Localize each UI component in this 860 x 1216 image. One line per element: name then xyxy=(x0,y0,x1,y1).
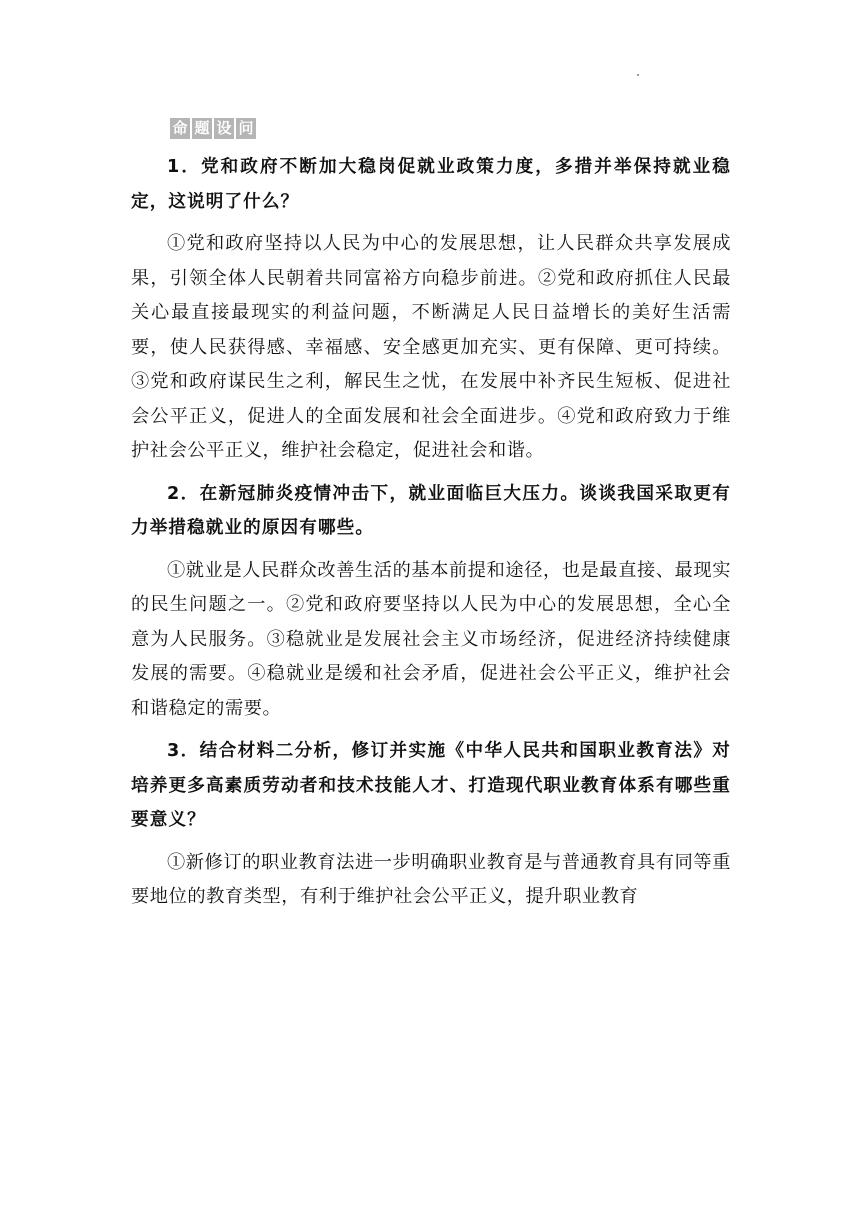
question-2: 2．在新冠肺炎疫情冲击下，就业面临巨大压力。谈谈我国采取更有力举措稳就业的原因有哪些。 xyxy=(131,483,731,538)
section-tag-char: 设 xyxy=(214,118,234,139)
section-tag xyxy=(170,118,256,140)
question-list xyxy=(131,150,731,923)
question-1: 1．党和政府不断加大稳岗促就业政策力度，多措并举保持就业稳定，这说明了什么？ xyxy=(131,157,731,212)
answer-3: ①新修订的职业教育法进一步明确职业教育是与普通教育具有同等重要地位的教育类型，有利于维护社会公平正义，提升职业教育 xyxy=(131,851,731,907)
section-tag-char: 问 xyxy=(236,118,256,139)
corner-mark xyxy=(637,74,639,76)
answer-2: ①就业是人民群众改善生活的基本前提和途径，也是最直接、最现实的民生问题之一。②党和政府要坚持以人民为中心的发展思想，全心全意为人民服务。③稳就业是发展社会主义市场经济，促进经济持续健康发展的需要。④稳就业是缓和社会矛盾，促进社会公平正义，维护社会和谐稳定的需要。 xyxy=(131,559,731,719)
section-tag-char: 命 xyxy=(170,118,190,139)
section-tag-char: 题 xyxy=(192,118,212,139)
question-3: 3．结合材料二分析，修订并实施《中华人民共和国职业教育法》对培养更多高素质劳动者和技术技能人才、打造现代职业教育体系有哪些重要意义？ xyxy=(131,741,731,830)
answer-1: ①党和政府坚持以人民为中心的发展思想，让人民群众共享发展成果，引领全体人民朝着共同富裕方向稳步前进。②党和政府抓住人民最关心最直接最现实的利益问题，不断满足人民日益增长的美好生活需要，使人民获得感、幸福感、安全感更加充实、更有保障、更可持续。③党和政府谋民生之利，解民生之忧，在发展中补齐民生短板、促进社会公平正义，促进人的全面发展和社会全面进步。④党和政府致力于维护社会公平正义，维护社会稳定，促进社会和谐。 xyxy=(131,233,731,461)
